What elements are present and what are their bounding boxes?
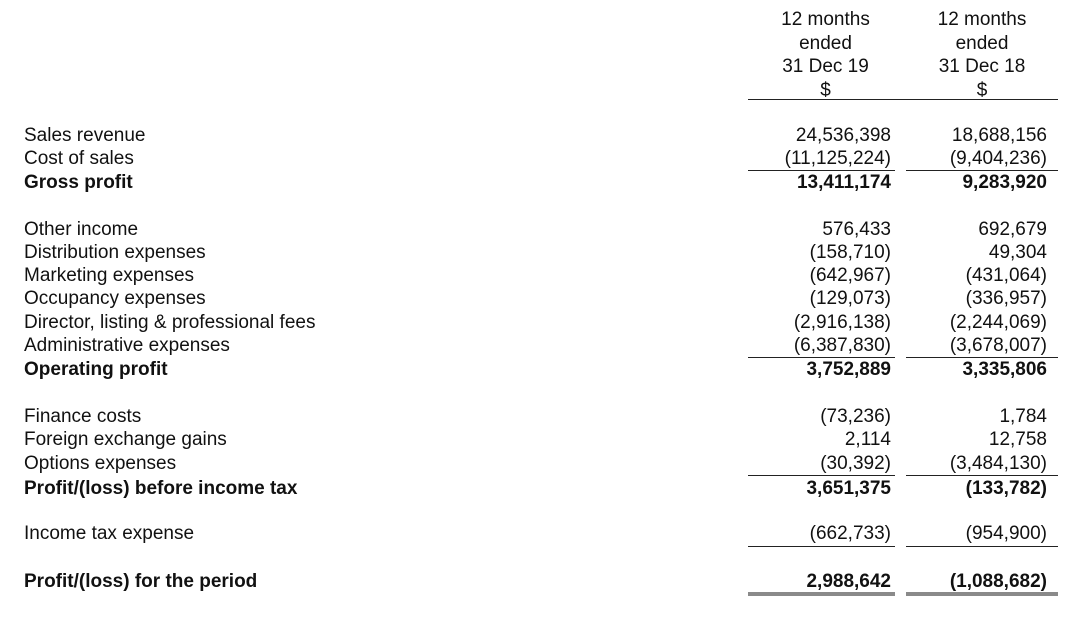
header-line: 31 Dec 18	[938, 56, 1026, 77]
subtotal-rule	[906, 546, 1058, 547]
header-line: ended	[799, 32, 852, 54]
value-2019-marketing-expenses: (642,967)	[809, 265, 891, 286]
value-2018-foreign-exchange-gains: 12,758	[988, 429, 1047, 450]
value-2019-gross-profit: 13,411,174	[796, 172, 891, 193]
value-2018-options-expenses: (3,484,130)	[949, 453, 1047, 474]
total-double-rule	[906, 592, 1058, 596]
row-label-administrative-expenses: Administrative expenses	[24, 335, 230, 356]
row-label-distribution-expenses: Distribution expenses	[24, 242, 206, 263]
value-2018-operating-profit: 3,335,806	[962, 359, 1047, 380]
row-label-director-listing-fees: Director, listing & professional fees	[24, 312, 316, 333]
row-label-sales-revenue: Sales revenue	[24, 125, 146, 146]
value-2019-sales-revenue: 24,536,398	[795, 125, 891, 146]
value-2019-options-expenses: (30,392)	[820, 453, 891, 474]
subtotal-rule	[748, 546, 895, 547]
row-label-gross-profit: Gross profit	[24, 172, 133, 193]
header-line: ended	[955, 32, 1009, 54]
row-label-options-expenses: Options expenses	[24, 453, 177, 474]
header-line: 31 Dec 19	[782, 56, 869, 77]
row-label-other-income: Other income	[24, 219, 139, 240]
value-2018-occupancy-expenses: (336,957)	[965, 288, 1047, 309]
header-line: 12 months	[781, 9, 870, 30]
value-2019-operating-profit: 3,752,889	[806, 359, 891, 380]
header-line: 12 months	[937, 9, 1027, 30]
row-label-occupancy-expenses: Occupancy expenses	[24, 288, 206, 309]
value-2018-cost-of-sales: (9,404,236)	[949, 148, 1047, 169]
total-double-rule	[748, 592, 895, 596]
value-2019-income-tax-expense: (662,733)	[809, 523, 891, 544]
subtotal-rule	[748, 475, 895, 476]
subtotal-rule	[906, 475, 1058, 476]
row-label-marketing-expenses: Marketing expenses	[24, 265, 195, 286]
value-2019-administrative-expenses: (6,387,830)	[793, 335, 891, 356]
value-2019-distribution-expenses: (158,710)	[809, 242, 891, 263]
value-2019-cost-of-sales: (11,125,224)	[784, 148, 891, 169]
value-2019-finance-costs: (73,236)	[820, 406, 891, 427]
value-2019-foreign-exchange-gains: 2,114	[844, 429, 891, 450]
value-2018-finance-costs: 1,784	[999, 406, 1047, 427]
value-2019-other-income: 576,433	[822, 219, 891, 240]
value-2018-director-listing-fees: (2,244,069)	[949, 312, 1047, 333]
header-currency: $	[976, 79, 988, 101]
row-label-income-tax-expense: Income tax expense	[24, 523, 195, 544]
value-2018-income-tax-expense: (954,900)	[965, 523, 1047, 544]
value-2018-profit-for-period: (1,088,682)	[949, 571, 1047, 592]
row-label-finance-costs: Finance costs	[24, 406, 142, 427]
column-header-2018	[906, 8, 1058, 102]
value-2018-administrative-expenses: (3,678,007)	[949, 335, 1047, 356]
row-label-cost-of-sales: Cost of sales	[24, 148, 134, 169]
value-2019-profit-before-tax: 3,651,375	[806, 478, 891, 499]
value-2018-distribution-expenses: 49,304	[988, 242, 1047, 263]
value-2018-other-income: 692,679	[978, 219, 1047, 240]
row-label-profit-for-period: Profit/(loss) for the period	[24, 571, 258, 592]
row-label-operating-profit: Operating profit	[24, 359, 168, 380]
value-2018-profit-before-tax: (133,782)	[965, 478, 1047, 499]
value-2018-sales-revenue: 18,688,156	[951, 125, 1047, 146]
row-label-foreign-exchange-gains: Foreign exchange gains	[24, 429, 227, 450]
row-label-profit-before-tax: Profit/(loss) before income tax	[24, 478, 298, 499]
value-2019-director-listing-fees: (2,916,138)	[793, 312, 891, 333]
value-2019-profit-for-period: 2,988,642	[806, 571, 891, 592]
value-2019-occupancy-expenses: (129,073)	[809, 288, 891, 309]
value-2018-marketing-expenses: (431,064)	[965, 265, 1047, 286]
value-2018-gross-profit: 9,283,920	[962, 172, 1047, 193]
column-header-2019	[748, 8, 903, 102]
header-currency: $	[820, 79, 831, 101]
header-rule	[748, 99, 1058, 100]
